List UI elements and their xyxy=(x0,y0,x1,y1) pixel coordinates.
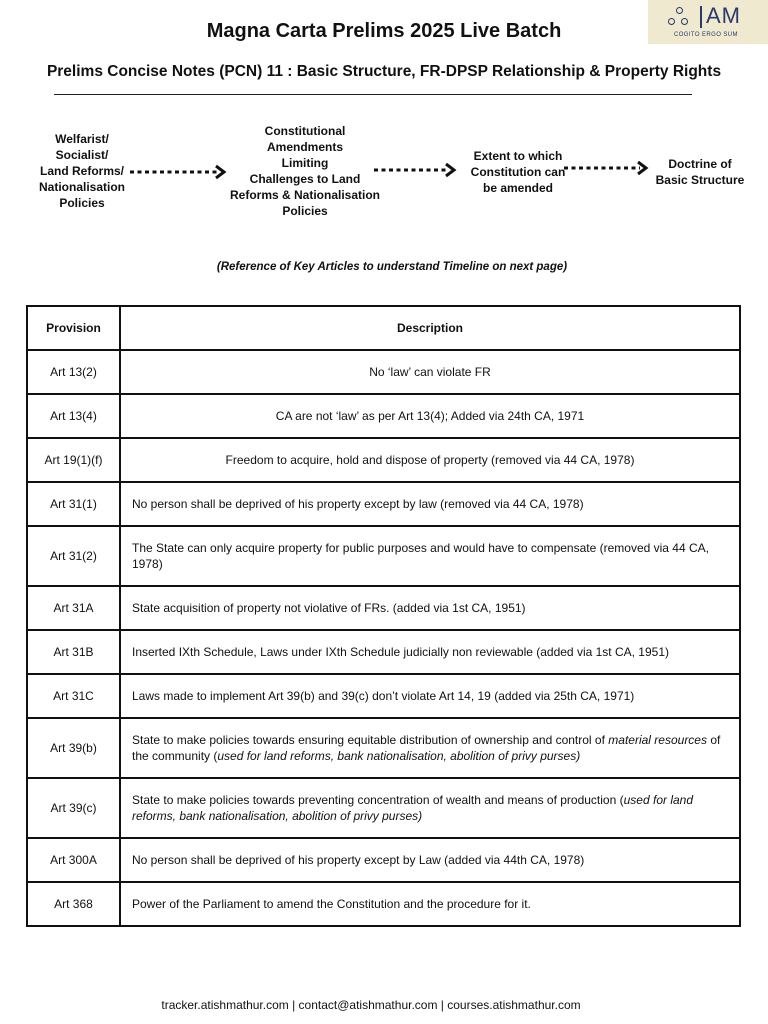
provision-cell: Art 19(1)(f) xyxy=(27,438,120,482)
flow-node-welfarist xyxy=(28,131,136,211)
description-cell: No ‘law’ can violate FR xyxy=(120,350,740,394)
flow-node-line: Land Reforms/ xyxy=(39,164,124,178)
description-text: State to make policies towards preventing concentration of wealth and means of production ( xyxy=(132,793,624,807)
table-row xyxy=(27,838,740,882)
provision-cell: Art 39(c) xyxy=(27,778,120,838)
provision-cell: Art 300A xyxy=(27,838,120,882)
description-text: of the community ( xyxy=(132,733,721,763)
description-emphasis: used for land reforms, bank nationalisation, abolition of privy purses) xyxy=(132,793,694,823)
table-header-description: Description xyxy=(120,306,740,350)
page-subtitle: Prelims Concise Notes (PCN) 11 : Basic Structure, FR-DPSP Relationship & Property Rights xyxy=(46,63,722,80)
description-cell: No person shall be deprived of his property except by law (removed via 44 CA, 1978) xyxy=(120,482,740,526)
flow-node-line: Challenges to Land xyxy=(249,172,361,186)
description-cell: Inserted IXth Schedule, Laws under IXth Schedule judicially non reviewable (added via 1st CA, 1951) xyxy=(120,630,740,674)
flow-node-constitutional-amendments xyxy=(226,123,384,219)
provision-cell: Art 31C xyxy=(27,674,120,718)
flow-node-line: Extent to which xyxy=(473,149,563,163)
flow-node-line: Limiting xyxy=(281,156,329,170)
provision-cell: Art 31(2) xyxy=(27,526,120,586)
table-row xyxy=(27,394,740,438)
description-cell: Laws made to implement Art 39(b) and 39(c) don’t violate Art 14, 19 (added via 25th CA, 1971) xyxy=(120,674,740,718)
description-cell xyxy=(120,778,740,838)
provision-cell: Art 31A xyxy=(27,586,120,630)
provisions-table xyxy=(26,305,741,927)
flow-node-line: be amended xyxy=(482,181,554,195)
flow-node-line: Doctrine of xyxy=(668,157,732,171)
flow-arrow-icon xyxy=(128,163,230,181)
reference-note: (Reference of Key Articles to understand Timeline on next page) xyxy=(216,261,568,273)
description-text: State to make policies towards ensuring equitable distribution of ownership and control of xyxy=(132,733,609,747)
header-divider xyxy=(54,94,692,95)
provision-cell: Art 13(2) xyxy=(27,350,120,394)
flow-arrow-icon xyxy=(562,159,652,177)
flow-node-line: Reforms & Nationalisation xyxy=(229,188,381,202)
table-row xyxy=(27,526,740,586)
flow-node-extent-of-amendment xyxy=(466,148,570,196)
flow-node-line: Constitutional xyxy=(264,124,346,138)
table-row xyxy=(27,630,740,674)
provision-cell: Art 39(b) xyxy=(27,718,120,778)
flow-node-line: Nationalisation xyxy=(38,180,125,194)
description-cell: CA are not ‘law’ as per Art 13(4); Added via 24th CA, 1971 xyxy=(120,394,740,438)
flow-arrow-icon xyxy=(372,161,460,179)
description-emphasis: used for land reforms, bank nationalisation, abolition of privy purses) xyxy=(217,749,581,763)
flow-node-line: Basic Structure xyxy=(655,173,745,187)
flow-node-line: Constitution can xyxy=(470,165,566,179)
footer-links: tracker.atishmathur.com | contact@atishmathur.com | courses.atishmathur.com xyxy=(161,998,581,1012)
description-emphasis: material resources xyxy=(608,733,707,747)
description-cell: No person shall be deprived of his property except by Law (added via 44th CA, 1978) xyxy=(120,838,740,882)
description-cell: Freedom to acquire, hold and dispose of property (removed via 44 CA, 1978) xyxy=(120,438,740,482)
table-header-provision: Provision xyxy=(27,306,120,350)
provision-cell: Art 31B xyxy=(27,630,120,674)
table-row xyxy=(27,778,740,838)
flow-node-line: Socialist/ xyxy=(55,148,109,162)
provision-cell: Art 368 xyxy=(27,882,120,926)
flow-node-line: Policies xyxy=(282,204,328,218)
page-title: Magna Carta Prelims 2025 Live Batch xyxy=(206,20,562,42)
logo-motto: COGITO ERGO SUM xyxy=(674,32,738,38)
table-row xyxy=(27,586,740,630)
table-row xyxy=(27,882,740,926)
description-cell: State acquisition of property not violative of FRs. (added via 1st CA, 1951) xyxy=(120,586,740,630)
provision-cell: Art 31(1) xyxy=(27,482,120,526)
table-row xyxy=(27,482,740,526)
description-cell xyxy=(120,718,740,778)
table-row xyxy=(27,350,740,394)
table-row xyxy=(27,438,740,482)
description-cell: Power of the Parliament to amend the Constitution and the procedure for it. xyxy=(120,882,740,926)
table-row xyxy=(27,718,740,778)
logo-text: AM xyxy=(706,3,741,28)
flow-node-line: Welfarist/ xyxy=(55,132,109,146)
flow-node-line: Amendments xyxy=(266,140,343,154)
table-row xyxy=(27,674,740,718)
description-cell: The State can only acquire property for public purposes and would have to compensate (removed via 44 CA, 1978) xyxy=(120,526,740,586)
flow-node-line: Policies xyxy=(59,196,105,210)
flow-node-basic-structure xyxy=(650,156,750,188)
provision-cell: Art 13(4) xyxy=(27,394,120,438)
